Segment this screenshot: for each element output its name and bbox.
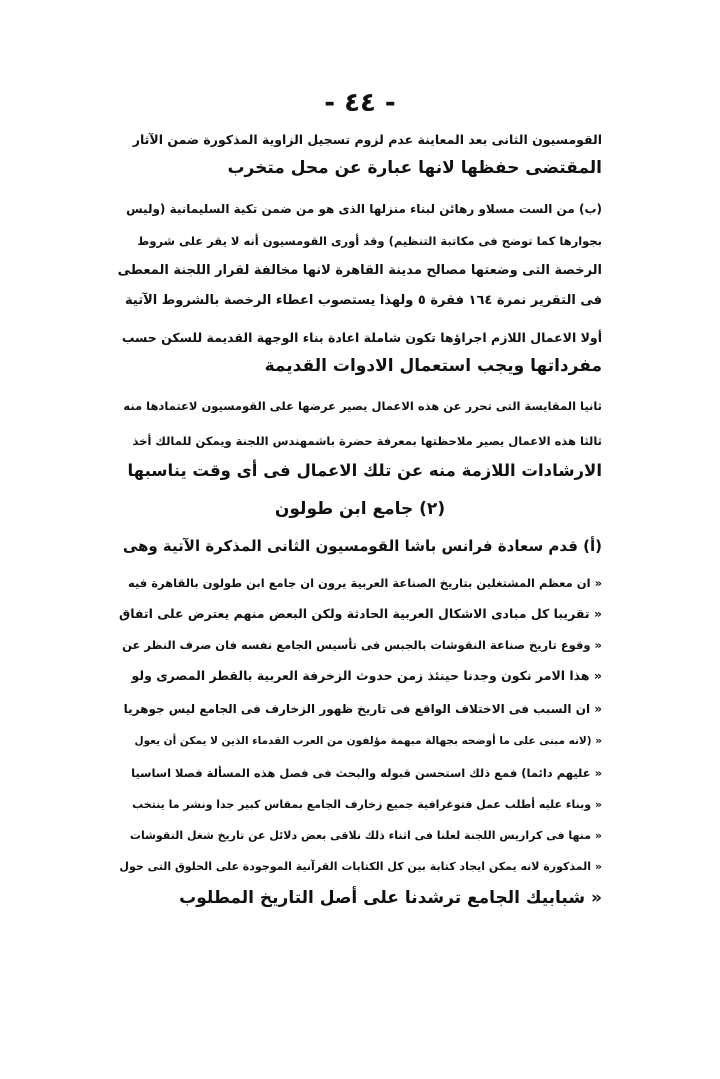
item-awwalan-line: مفرداتها ويجب استعمال الادوات القديمة <box>264 356 602 376</box>
memo-line: « منها فى كراريس اللجنة لعلنا فى اثناء ذلك نلاقى بعض دلائل عن تاريخ شغل النقوشات <box>129 829 602 842</box>
paragraph-line: القومسيون الثانى بعد المعاينة عدم لزوم تسجيل الزاوية المذكورة ضمن الآثار <box>132 132 602 147</box>
memo-line: « (لانه مبنى على ما أوضحه بجهالة مبهمة مؤلفون من العرب القدماء الذين لا يمكن أن يعول <box>134 735 602 747</box>
item-thaniyan-line: ثانيا المقايسة التى تحرر عن هذه الاعمال يصير عرضها على القومسيون لاعتمادها منه <box>123 399 602 413</box>
section-heading: (٢) جامع ابن طولون <box>274 499 446 519</box>
memo-line: « وبناء عليه أطلب عمل فتوغرافية جميع زخارف الجامع بمقاس كبير جدا ونشر ما ينتخب <box>132 798 602 811</box>
item-b-line: الرخصة التى وضعتها مصالح مدينة القاهرة لانها مخالفة لقرار اللجنة المعطى <box>118 263 602 278</box>
memo-line: « هذا الامر نكون وجدنا حينئذ زمن حدوث الزخرفة العربية بالقطر المصرى ولو <box>131 668 602 683</box>
item-thalithan-line: الارشادات اللازمة منه عن تلك الاعمال فى أى وقت يناسبها <box>127 461 602 480</box>
item-b-line: بجوارها كما توضح فى مكاتبة التنظيم) وقد أورى القومسيون أنه لا يقر على شروط <box>137 234 602 248</box>
item-thalithan-line: ثالثا هذه الاعمال يصير ملاحظتها بمعرفة حضرة باشمهندس اللجنة ويمكن للمالك أخذ <box>132 434 602 448</box>
item-b-line: فى التقرير نمرة ١٦٤ فقرة ٥ ولهذا يستصوب اعطاء الرخصة بالشروط الآتية <box>125 293 602 308</box>
item-b-line: (ب) من الست مسلاو رهائن لبناء منزلها الذى هو من ضمن تكية السليمانية (وليس <box>126 202 602 216</box>
item-awwalan-line: أولا الاعمال اللازم اجراؤها تكون شاملة اعادة بناء الوجهة القديمة للسكن حسب <box>121 330 602 345</box>
item-a-line: (أ) قدم سعادة فرانس باشا القومسيون الثانى المذكرة الآتية وهى <box>122 537 602 555</box>
memo-line: « شبابيك الجامع ترشدنا على أصل التاريخ المطلوب <box>179 888 602 908</box>
memo-line: « المذكورة لانه يمكن ايجاد كتابة بين كل الكتابات القرآنية الموجودة على الحلوق التى حول <box>119 860 602 873</box>
memo-line: « وقوع تاريخ صناعة النقوشات بالجبس فى تأسيس الجامع نفسه فان صرف النظر عن <box>122 638 602 652</box>
memo-line: « ان معظم المشتغلين بتاريخ الصناعة العربية يرون ان جامع ابن طولون بالقاهرة فيه <box>128 576 602 590</box>
paragraph-line: المقتضى حفظها لانها عبارة عن محل متخرب <box>227 158 602 178</box>
memo-line: « عليهم دائما) فمع ذلك استحسن قبوله والبحث فى فصل هذه المسألة فصلا اساسيا <box>131 766 602 780</box>
memo-line: « ان السبب فى الاختلاف الواقع فى تاريخ ظهور الزخارف فى الجامع ليس جوهريا <box>123 702 602 716</box>
page-number: - ٤٤ - <box>324 88 396 118</box>
memo-line: « تقريبا كل مبادى الاشكال العربية الحادثة ولكن البعض منهم يعترض على اتفاق <box>119 606 602 621</box>
